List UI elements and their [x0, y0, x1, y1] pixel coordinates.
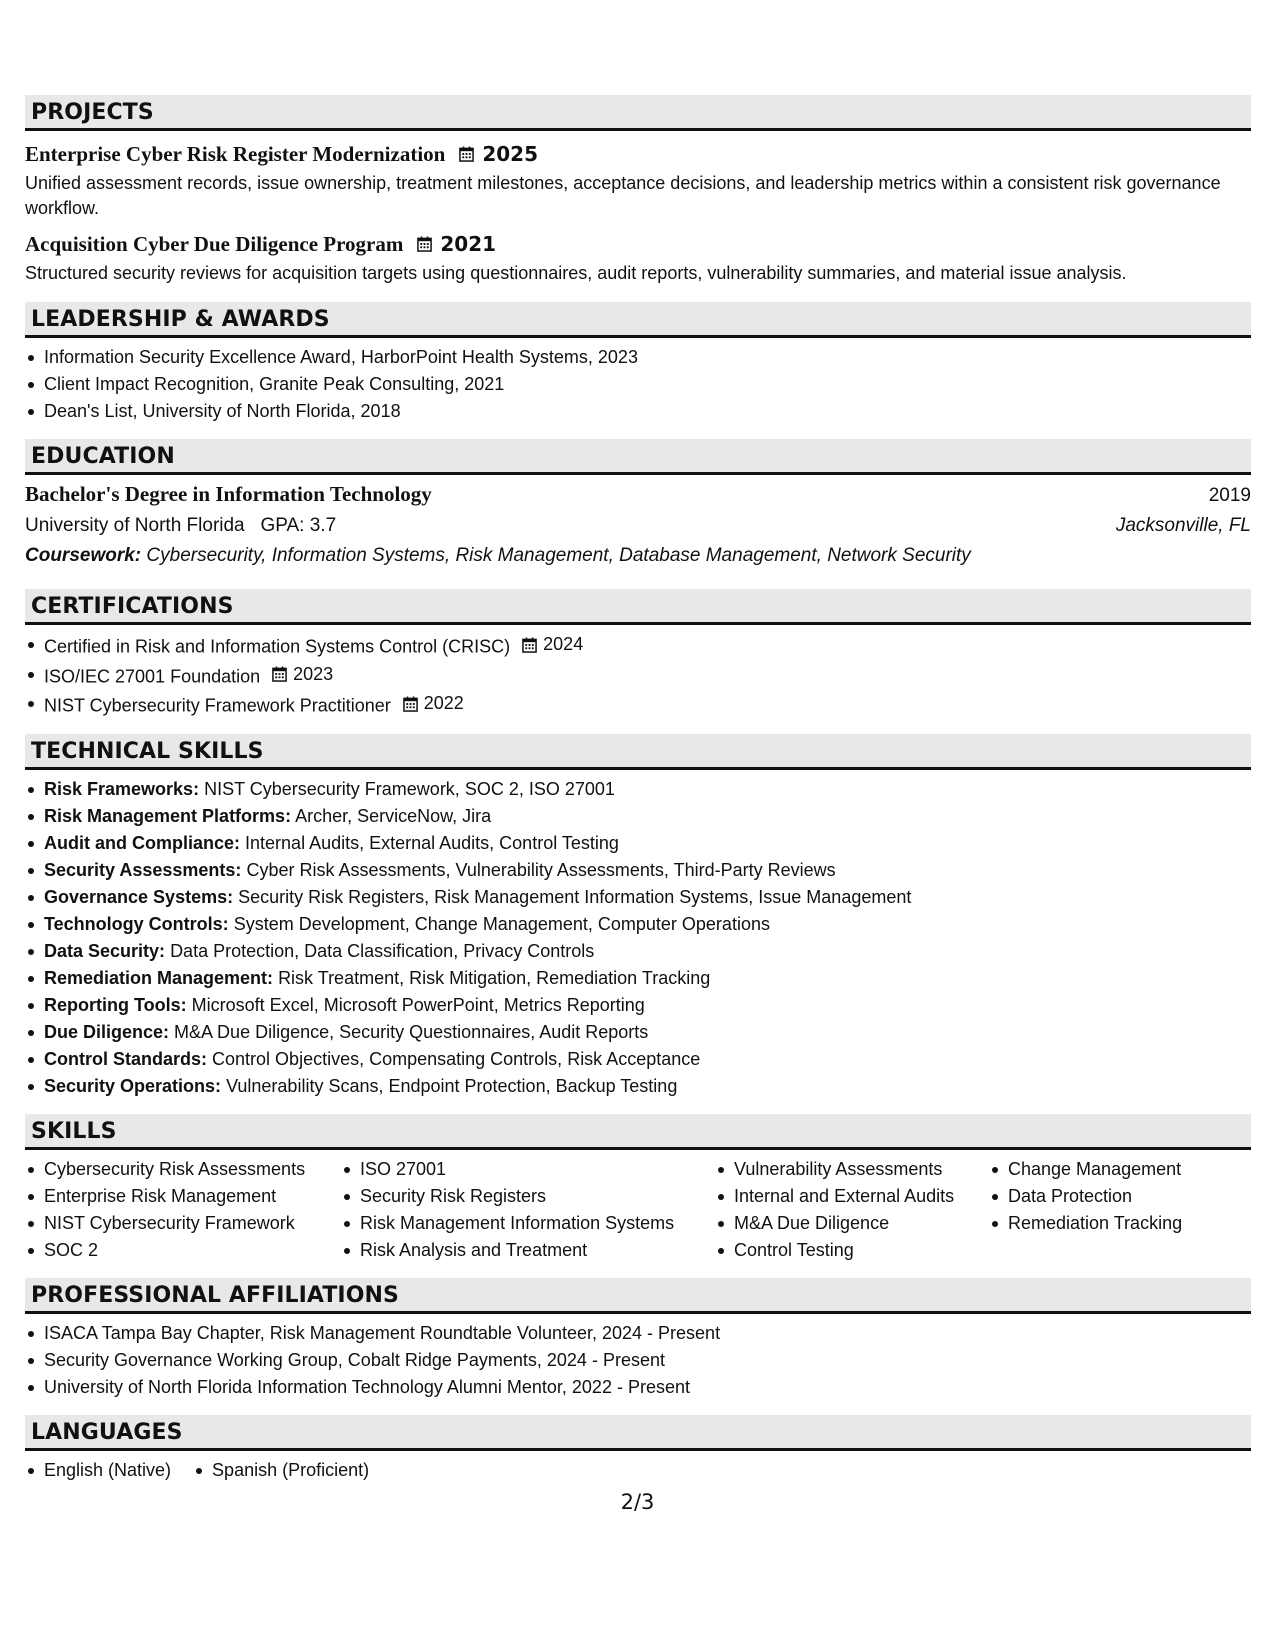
list-item: Data Protection: [989, 1183, 1239, 1210]
list-item: [25, 965, 1251, 992]
list-item: Internal and External Audits: [715, 1183, 989, 1210]
affiliations-list: [25, 1320, 1251, 1401]
list-item: [25, 830, 1251, 857]
list-item: ISO 27001: [341, 1156, 715, 1183]
coursework-label: Coursework:: [25, 545, 142, 566]
list-item: Remediation Tracking: [989, 1210, 1239, 1237]
list-item: M&A Due Diligence: [715, 1210, 989, 1237]
skill-values: Vulnerability Scans, Endpoint Protection, Backup Testing: [226, 1075, 678, 1096]
calendar-icon: [272, 666, 287, 682]
project-item: [25, 139, 1251, 221]
certification-year: 2024: [543, 634, 584, 654]
degree-title: Bachelor's Degree in Information Technology: [25, 482, 432, 506]
list-item: [25, 992, 1251, 1019]
skill-category: Audit and Compliance:: [44, 832, 241, 853]
list-item: University of North Florida Information Technology Alumni Mentor, 2022 - Present: [25, 1374, 1251, 1401]
list-item: Cybersecurity Risk Assessments: [25, 1156, 341, 1183]
skill-values: Data Protection, Data Classification, Privacy Controls: [170, 940, 595, 961]
certification-name: Certified in Risk and Information Systems Control (CRISC): [44, 636, 511, 657]
school-name: University of North Florida: [25, 515, 245, 536]
section-heading-leadership: LEADERSHIP & AWARDS: [25, 302, 1251, 338]
skill-category: Data Security:: [44, 940, 166, 961]
skill-values: Control Objectives, Compensating Controls, Risk Acceptance: [212, 1048, 701, 1069]
gpa: GPA: 3.7: [260, 515, 337, 536]
page-number: 2/3: [620, 1490, 655, 1514]
skill-category: Governance Systems:: [44, 886, 234, 907]
list-item: [25, 857, 1251, 884]
project-date: [459, 142, 538, 166]
list-item: [25, 661, 1251, 691]
calendar-icon: [522, 637, 537, 653]
list-item: Information Security Excellence Award, HarborPoint Health Systems, 2023: [25, 344, 1251, 371]
language-list: [193, 1457, 369, 1484]
skill-values: Microsoft Excel, Microsoft PowerPoint, Metrics Reporting: [191, 994, 645, 1015]
project-item: [25, 229, 1251, 286]
certification-name: NIST Cybersecurity Framework Practitioner: [44, 695, 391, 716]
skill-category: Control Standards:: [44, 1048, 208, 1069]
calendar-icon: [459, 146, 474, 162]
skills-grid: [25, 1156, 1251, 1264]
skill-category: Remediation Management:: [44, 967, 274, 988]
skill-values: NIST Cybersecurity Framework, SOC 2, ISO 27001: [204, 778, 615, 799]
certification-date: [272, 661, 333, 688]
skill-values: Cyber Risk Assessments, Vulnerability Assessments, Third-Party Reviews: [246, 859, 836, 880]
technical-skills-list: [25, 776, 1251, 1100]
list-item: Dean's List, University of North Florida, 2018: [25, 398, 1251, 425]
school-info: [25, 511, 336, 541]
section-heading-education: EDUCATION: [25, 439, 1251, 475]
skill-values: Security Risk Registers, Risk Management Information Systems, Issue Management: [238, 886, 912, 907]
calendar-icon: [403, 696, 418, 712]
certifications-list: [25, 631, 1251, 720]
coursework: [25, 541, 1251, 571]
list-item: [25, 1019, 1251, 1046]
list-item: Enterprise Risk Management: [25, 1183, 341, 1210]
language-item: English (Native): [25, 1457, 171, 1484]
graduation-year: 2019: [1208, 485, 1251, 506]
skill-values: M&A Due Diligence, Security Questionnaires, Audit Reports: [174, 1021, 649, 1042]
list-item: [25, 776, 1251, 803]
skill-category: Security Assessments:: [44, 859, 242, 880]
list-item: [25, 803, 1251, 830]
language-list: [25, 1457, 171, 1484]
project-title: Acquisition Cyber Due Diligence Program: [25, 231, 404, 256]
list-item: [25, 1046, 1251, 1073]
resume-page: [25, 95, 1251, 1484]
certification-name: ISO/IEC 27001 Foundation: [44, 666, 261, 686]
education-entry: [25, 479, 1251, 571]
list-item: [25, 1073, 1251, 1100]
section-heading-technical-skills: TECHNICAL SKILLS: [25, 734, 1251, 770]
project-description: Structured security reviews for acquisition targets using questionnaires, audit reports, vulnerability summaries, and material issue analysis.: [25, 263, 1127, 283]
list-item: Risk Management Information Systems: [341, 1210, 715, 1237]
certification-date: [522, 631, 583, 658]
certification-year: 2023: [293, 663, 334, 684]
language-item: Spanish (Proficient): [193, 1457, 369, 1484]
skills-column: [341, 1156, 715, 1264]
calendar-icon: [417, 236, 432, 252]
section-heading-skills: SKILLS: [25, 1114, 1251, 1150]
list-item: NIST Cybersecurity Framework: [25, 1210, 341, 1237]
list-item: Vulnerability Assessments: [715, 1156, 989, 1183]
skill-category: Reporting Tools:: [44, 994, 187, 1015]
skill-category: Due Diligence:: [44, 1021, 170, 1042]
section-heading-languages: LANGUAGES: [25, 1415, 1251, 1451]
list-item: [25, 690, 1251, 720]
list-item: [25, 938, 1251, 965]
list-item: [25, 884, 1251, 911]
section-heading-affiliations: PROFESSIONAL AFFILIATIONS: [25, 1278, 1251, 1314]
list-item: Risk Analysis and Treatment: [341, 1237, 715, 1264]
skill-category: Risk Management Platforms:: [44, 805, 292, 826]
skill-category: Security Operations:: [44, 1075, 222, 1096]
certification-date: [403, 690, 464, 717]
list-item: [25, 911, 1251, 938]
project-title-row: [25, 139, 1251, 169]
project-year: 2021: [440, 232, 497, 256]
skills-column: [989, 1156, 1239, 1264]
list-item: [25, 631, 1251, 661]
list-item: ISACA Tampa Bay Chapter, Risk Management Roundtable Volunteer, 2024 - Present: [25, 1320, 1251, 1347]
project-title: Enterprise Cyber Risk Register Modernization: [25, 141, 446, 166]
awards-list: [25, 344, 1251, 425]
skill-values: System Development, Change Management, Computer Operations: [233, 913, 770, 934]
skill-values: Risk Treatment, Risk Mitigation, Remediation Tracking: [278, 967, 711, 988]
list-item: Control Testing: [715, 1237, 989, 1264]
skill-category: Technology Controls:: [44, 913, 229, 934]
school-location: Jacksonville, FL: [1115, 515, 1251, 536]
section-heading-projects: PROJECTS: [25, 95, 1251, 131]
education-row-1: [25, 479, 1251, 511]
certification-year: 2022: [423, 693, 464, 713]
skill-category: Risk Frameworks:: [44, 778, 200, 799]
skills-column: [25, 1156, 341, 1264]
languages-row: [25, 1457, 1251, 1484]
project-year: 2025: [482, 142, 539, 166]
list-item: SOC 2: [25, 1237, 341, 1264]
project-description: Unified assessment records, issue ownership, treatment milestones, acceptance decisions, and leadership metrics within a consistent risk governance workflow.: [25, 173, 1221, 218]
section-heading-certifications: CERTIFICATIONS: [25, 589, 1251, 625]
list-item: Security Governance Working Group, Cobalt Ridge Payments, 2024 - Present: [25, 1347, 1251, 1374]
project-date: [417, 232, 496, 256]
education-row-2: [25, 511, 1251, 541]
list-item: Client Impact Recognition, Granite Peak Consulting, 2021: [25, 371, 1251, 398]
coursework-list: Cybersecurity, Information Systems, Risk Management, Database Management, Network Security: [146, 545, 971, 566]
list-item: Security Risk Registers: [341, 1183, 715, 1210]
skills-column: [715, 1156, 989, 1264]
skill-values: Archer, ServiceNow, Jira: [295, 805, 492, 826]
skill-values: Internal Audits, External Audits, Control Testing: [245, 832, 619, 853]
list-item: Change Management: [989, 1156, 1239, 1183]
project-title-row: [25, 229, 1251, 259]
